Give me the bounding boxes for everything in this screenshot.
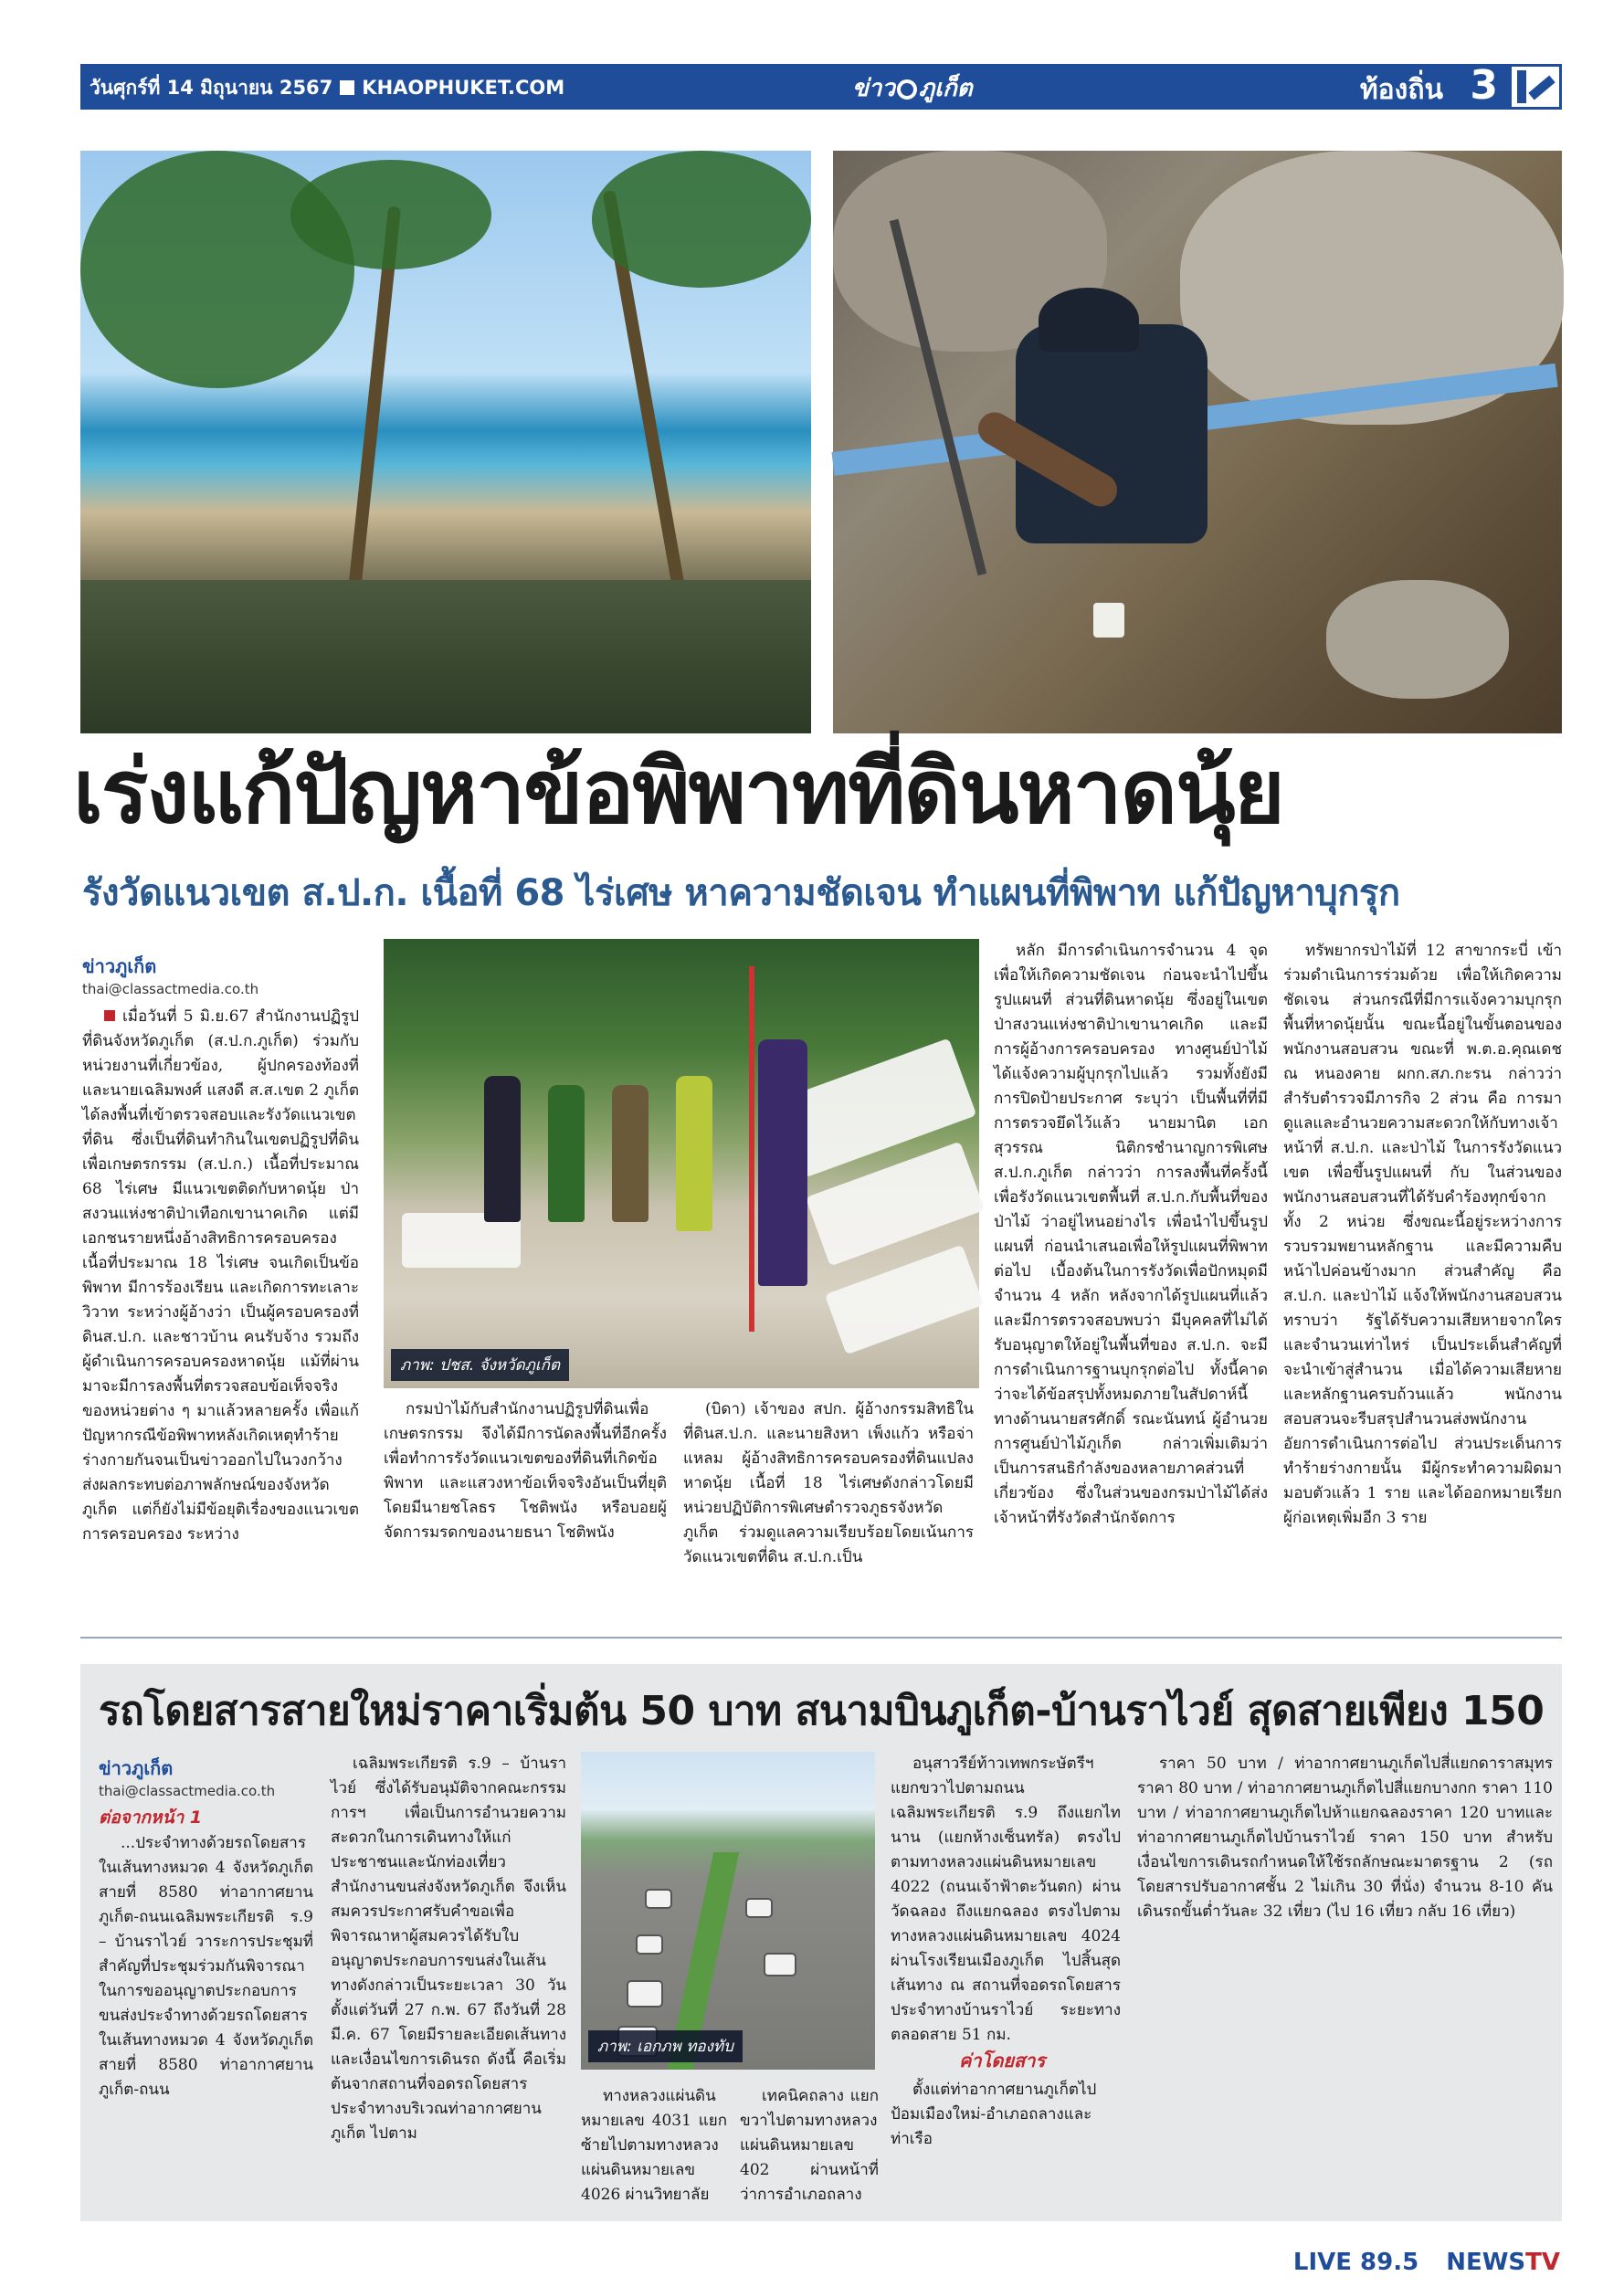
officer-cap (1039, 288, 1139, 352)
byline-email[interactable]: thai@classactmedia.co.th (99, 1783, 276, 1799)
road-photo (581, 1752, 875, 2070)
story2-col2-text: เฉลิมพระเกียรติ ร.9 – บ้านราไวย์ ซึ่งได้รับอนุมัติจากคณะกรรมการฯ เพื่อเป็นการอำนวยความสะดวกในการเดินทางให้แก่ประชาชนและนักท่องเที่ยว สำนักงานขนส่งจังหวัดภูเก็ต จึงเห็นสมควรประกาศรับคำขอเพื่อพิจารณาหาผู้สมควรได้รับใบอนุญาตประกอบการขนส่งในเส้นทางดังกล่าวเป็นระยะเวลา 30 วัน ตั้งแต่วันที่ 27 ก.พ. 67 ถึงวันที่ 28 มี.ค. 67 โดยมีรายละเอียดเส้นทางและเงื่อนไขการเดินรถ ดังนี้ คือเริ่มต้นจากสถานที่จอดรถโดยสารประจำทางบริเวณท่าอากาศยานภูเก็ต ไปตาม (331, 1755, 566, 2143)
story2-column-4b (891, 2078, 1121, 2210)
car (745, 1898, 773, 1918)
officer (484, 1076, 521, 1222)
byline-name: ข่าวภูเก็ต (82, 955, 157, 977)
photo-caption: ภาพ: เอกภพ ทองทับ (588, 2030, 743, 2062)
page-number: 3 (1470, 62, 1498, 109)
live-radio-logo: LIVE 89.5 (1292, 2249, 1419, 2276)
survey-pole (749, 966, 754, 1332)
news-logo: NEWS (1446, 2249, 1526, 2276)
story1-column-3 (994, 939, 1268, 1527)
foliage (290, 160, 491, 269)
story-divider (80, 1637, 1562, 1639)
story2-headline: รถโดยสารสายใหม่ราคาเริ่มต้น 50 บาท สนามบินภูเก็ต-บ้านราไวย์ สุดสายเพียง 150 (99, 1688, 1545, 1734)
car (636, 1934, 663, 1955)
square-separator-icon (340, 80, 354, 95)
story2-col2b-text: ทางหลวงแผ่นดินหมายเลข 4031 แยกซ้ายไปตามทางหลวงแผ่นดินหมายเลข 4026 ผ่านวิทยาลัย (581, 2087, 727, 2204)
story1-headline: เร่งแก้ปัญหาข้อพิพาทที่ดินหาดนุ้ย (73, 741, 1283, 843)
story2-col1-text: ...ประจำทางด้วยรถโดยสารในเส้นทางหมวด 4 จังหวัดภูเก็ต สายที่ 8580 ท่าอากาศยานภูเก็ต-ถนนเฉลิมพระเกียรติ ร.9 – บ้านราไวย์ วาระการประชุมที่สำคัญที่ประชุมร่วมกันพิจารณาในการขออนุญาตประกอบการขนส่งประจำทางด้วยรถโดยสารในเส้นทางหมวด 4 จังหวัดภูเก็ต สายที่ 8580 ท่าอากาศยานภูเก็ต-ถนน (99, 1834, 313, 2099)
story1-byline (82, 952, 258, 997)
story2-column-5 (1137, 1752, 1553, 2208)
story1-column-1 (82, 1005, 359, 1635)
red-square-bullet-icon (104, 1010, 115, 1021)
story1-col3-text: หลัก มีการดำเนินการจำนวน 4 จุด เพื่อให้เกิดความชัดเจน ก่อนจะนำไปขึ้นรูปแผนที่ ส่วนที่ดินหาดนุ้ย ซึ่งอยู่ในเขตป่าสงวนแห่งชาติป่าเขานาคเกิด และมีการผู้อ้างการครอบครอง ทางศูนย์ป่าไม้ได้แจ้งความผู้บุกรุกไปแล้ว รวมทั้งยังมีการปิดป้ายประกาศ ระบุว่า เป็นพื้นที่ที่มีการตรวจยึดไว้แล้ว นายมานิต เอกสุวรรณ นิติกรชำนาญการพิเศษ ส.ป.ก.ภูเก็ต กล่าวว่า การลงพื้นที่ครั้งนี้เพื่อรังวัดแนวเขตพื้นที่ ส.ป.ก.กับพื้นที่ของป่าไม้ ว่าอยู่ไหนอย่างไร เพื่อนำไปขึ้นรูปแผนที่ ก่อนนำเสนอเพื่อให้รูปแผนที่พิพาทต่อไป เบื้องต้นในการรังวัดเพื่อปักหมุดมีจำนวน 4 หลัก หลังจากได้รูปแผนที่แล้ว และมีการตรวจสอบพบว่า มีบุคคลที่ไม่ได้รับอนุญาตให้อยู่ในพื้นที่ของ ส.ป.ก. จะมีการดำเนินการฐานบุกรุกต่อไป ทั้งนี้คาดว่าจะได้ข้อสรุปทั้งหมดภายในสัปดาห์นี้ ทางด้านนายสรศักดิ์ รณะนันทน์ ผู้อำนวยการศูนย์ป่าไม้ภูเก็ต กล่าวเพิ่มเติมว่า เป็นการสนธิกำลังของหลายภาคส่วนที่เกี่ยวข้อง ซึ่งในส่วนของกรมป่าไม้ได้ส่งเจ้าหน้าที่รังวัดสำนักจัดการ (994, 942, 1268, 1527)
officer (612, 1085, 649, 1222)
section-label: ท้องถิ่น (1359, 74, 1443, 106)
story2-column-4 (891, 1752, 1121, 2044)
story1-column-3b (683, 1397, 974, 1635)
story1-subhead: รังวัดแนวเขต ส.ป.ก. เนื้อที่ 68 ไร่เศษ หาความชัดเจน ทำแผนที่พิพาท แก้ปัญหาบุกรุก (82, 872, 1400, 914)
byline-name: ข่าวภูเก็ต (99, 1757, 174, 1779)
story1-col2b-text: กรมป่าไม้กับสำนักงานปฏิรูปที่ดินเพื่อเกษตรกรรม จึงได้มีการนัดลงพื้นที่อีกครั้งเพื่อทำการรังวัดแนวเขตของที่ดินที่เกิดข้อพิพาท และแสวงหาข้อเท็จจริงอันเป็นที่ยุติ โดยมีนายชโลธร โชติพนัง หรือบอยผู้จัดการมรดกของนายธนา โชติพนัง (384, 1400, 667, 1542)
story2-column-2b (581, 2084, 727, 2210)
continued-from-label: ต่อจากหน้า 1 (99, 1807, 203, 1828)
story1-col1-text: เมื่อวันที่ 5 มิ.ย.67 สำนักงานปฏิรูปที่ดินจังหวัดภูเก็ต (ส.ป.ก.ภูเก็ต) ร่วมกับหน่วยงานที่เกี่ยวข้อง, ผู้ปกครองท้องที่ และนายเฉลิมพงศ์ แสงดี ส.ส.เขต 2 ภูเก็ต ได้ลงพื้นที่เข้าตรวจสอบและรังวัดแนวเขตที่ดิน ซึ่งเป็นที่ดินทำกินในเขตปฏิรูปที่ดินเพื่อเกษตรกรรม (ส.ป.ก.) เนื้อที่ประมาณ 68 ไร่เศษ มีแนวเขตติดกับหาดนุ้ย ป่าสงวนแห่งชาติป่าเทือกเขานาคเกิด แต่มีเอกชนรายหนึ่งอ้างสิทธิการครอบครอง เนื้อที่ประมาณ 18 ไร่เศษ จนเกิดเป็นข้อพิพาท มีการร้องเรียน และเกิดการทะเลาะวิวาท ระหว่างผู้อ้างว่า เป็นผู้ครอบครองที่ดินส.ป.ก. และชาวบ้าน คนรับจ้าง รวมถึงผู้ดำเนินการครอบครองหาดนุ้ย แม้ที่ผ่านมาจะมีการลงพื้นที่ตรวจสอบข้อเท็จจริงของหน่วยต่าง ๆ มาแล้วหลายครั้ง เพื่อแก้ปัญหากรณีข้อพิพาทหลังเกิดเหตุทำร้ายร่างกายกันจนเป็นข่าวออกไปในวงกว้าง ส่งผลกระทบต่อภาพลักษณ์ของจังหวัดภูเก็ต แต่ก็ยังไม่มีข้อยุติเรื่องของแนวเขตการครอบครอง ระหว่าง (82, 1007, 359, 1544)
crowd-area (80, 580, 811, 733)
foliage (592, 151, 811, 288)
story1-column-2b (384, 1397, 667, 1635)
story2-col5-text: ราคา 50 บาท / ท่าอากาศยานภูเก็ตไปสี่แยกดาราสมุทร ราคา 80 บาท / ท่าอากาศยานภูเก็ตไปสี่แยกบางกก ราคา 110 บาท / ท่าอากาศยานภูเก็ตไปห้าแยกฉลองราคา 120 บาทและท่าอากาศยานภูเก็ตไปบ้านราไวย์ ราคา 150 บาท สำหรับเงื่อนไขการเดินรถกำหนดให้ใช้รถลักษณะมาตรฐาน 2 (รถโดยสารปรับอากาศชั้น 2 ไม่เกิน 30 ที่นั่ง) จำนวน 8-10 คัน เดินรถขั้นต่ำวันละ 32 เที่ยว (ไป 16 เที่ยว กลับ 16 เที่ยว) (1137, 1755, 1553, 1921)
surveyor (758, 1039, 807, 1286)
story2-col4b-text: ตั้งแต่ท่าอากาศยานภูเก็ตไปป้อมเมืองใหม่-อำเภอถลางและท่าเรือ (891, 2081, 1097, 2148)
story2-column-3b (740, 2084, 879, 2210)
story2-column-2 (331, 1752, 566, 2208)
car (645, 1889, 672, 1909)
photo-caption: ภาพ: ปชส. จังหวัดภูเก็ต (391, 1349, 569, 1381)
story1-column-4 (1283, 939, 1562, 1633)
footer-logos (1293, 2249, 1560, 2276)
story1-col4-text: ทรัพยากรป่าไม้ที่ 12 สาขากระบี่ เข้าร่วมดำเนินการร่วมด้วย เพื่อให้เกิดความชัดเจน ส่วนกรณีที่มีการแจ้งความบุกรุกพื้นที่หาดนุ้ยนั้น ขณะนี้อยู่ในขั้นตอนของพนักงานสอบสวน ขณะที่ พ.ต.อ.คุณเดช ณ หนองคาย ผกก.สภ.กะรน กล่าวว่า สำรับตำรวจมีภารกิจ 2 ส่วน คือ การมาดูแลและอำนวยความสะดวกให้กับทางเจ้าหน้าที่ ส.ป.ก. และป่าไม้ ในการรังวัดแนวเขต เพื่อขึ้นรูปแผนที่ กับ ในส่วนของพนักงานสอบสวนที่ได้รับคำร้องทุกข์จากทั้ง 2 หน่วย ซึ่งขณะนี้อยู่ระหว่างการรวบรวมพยานหลักฐาน และมีความคืบหน้าไปค่อนข้างมาก ส่วนสำคัญ คือ ส.ป.ก. และป่าไม้ แจ้งให้พนักงานสอบสวนทราบว่า รัฐได้รับความเสียหายจากใคร และจำนวนเท่าไหร่ เป็นประเด็นสำคัญที่จะนำเข้าสู่สำนวน เมื่อได้ความเสียหายและหลักฐานครบถ้วนแล้ว พนักงานสอบสวนจะรีบสรุปสำนวนส่งพนักงานอัยการดำเนินการต่อไป ส่วนประเด็นการทำร้ายร่างกายนั้น มีผู้กระทำความผิดมามอบตัวแล้ว 1 ราย และได้ออกหมายเรียกผู้ก่อเหตุเพิ่มอีก 3 ราย (1283, 942, 1562, 1527)
story2-col4-text: อนุสาวรีย์ท้าวเทพกระษัตรีฯ แยกขวาไปตามถนนเฉลิมพระเกียรติ ร.9 ถึงแยกไทนาน (แยกห้างเซ็นทรัล) ตรงไปตามทางหลวงแผ่นดินหมายเลข 4022 (ถนนเจ้าฟ้าตะวันตก) ผ่านวัดฉลอง ถึงแยกฉลอง ตรงไปตามทางหลวงแผ่นดินหมายเลข 4024 ผ่านโรงเรียนเมืองภูเก็ต ไปสิ้นสุดเส้นทาง ณ สถานที่จอดรถโดยสารประจำทางบ้านราไวย์ ระยะทางตลอดสาย 51 กม. (891, 1755, 1121, 2044)
tv-logo: TV (1525, 2249, 1560, 2276)
logo-text-right: ภูเก็ต (918, 75, 973, 102)
survey-photo (384, 939, 979, 1388)
digging-photo (833, 151, 1562, 733)
story2-byline (99, 1754, 275, 1799)
boundary-stake (1093, 603, 1124, 638)
page-header (80, 64, 1562, 110)
corner-logo-icon (1509, 64, 1562, 110)
byline-email[interactable]: thai@classactmedia.co.th (82, 981, 259, 997)
beach-photo (80, 151, 811, 733)
rock (1326, 580, 1509, 699)
site-url[interactable]: KHAOPHUKET.COM (362, 77, 565, 99)
officer (676, 1076, 712, 1231)
story2-column-1 (99, 1831, 313, 2210)
officer-vest (1016, 324, 1207, 543)
story2-col3b-text: เทคนิคถลาง แยกขวาไปตามทางหลวงแผ่นดินหมายเลข 402 ผ่านหน้าที่ว่าการอำเภอถลาง (740, 2087, 879, 2204)
car (627, 1980, 663, 2008)
story1-col3b-text: (บิดา) เจ้าของ สปก. ผู้อ้างกรรมสิทธิในที่ดินส.ป.ก. และนายสิงหา เพ็งแก้ว หรือจ่าแหลม ผู้อ้างสิทธิการครอบครองที่ดินแปลงหาดนุ้ย เนื้อที่ 18 ไร่เศษดังกล่าวโดยมีหน่วยปฏิบัติการพิเศษตำรวจภูธรจังหวัดภูเก็ต ร่วมดูแลความเรียบร้อยโดยเน้นการวัดแนวเขตที่ดิน ส.ป.ก.เป็น (683, 1400, 974, 1566)
beach-chair (825, 1245, 984, 1355)
fare-subheading: ค่าโดยสาร (959, 2050, 1046, 2071)
officer (548, 1085, 585, 1222)
logo-ring-icon (897, 79, 917, 100)
header-dateline (90, 73, 564, 103)
issue-date: วันศุกร์ที่ 14 มิถุนายน 2567 (90, 77, 333, 99)
logo-text-left: ข่าว (852, 75, 895, 102)
masthead-logo (852, 69, 973, 107)
car (764, 1953, 796, 1976)
